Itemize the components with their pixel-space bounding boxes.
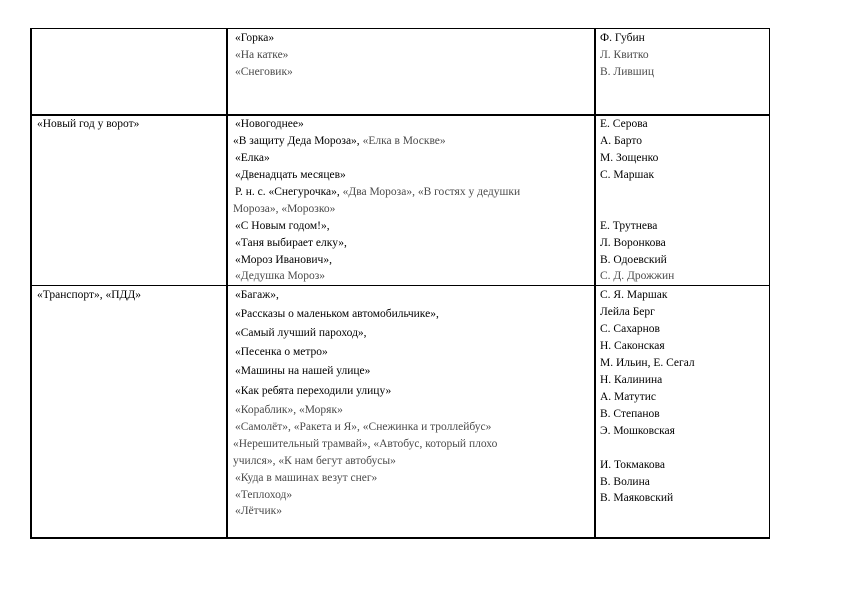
author-name: Лейла Берг [600,306,655,318]
author-name: В. Маяковский [600,492,674,504]
author-name: Ф. Губин [600,32,645,44]
work-title: «Рассказы о маленьком автомобильчике», [235,308,439,320]
work-title: «Мороз Иванович», [235,254,332,266]
work-title: «Снеговик» [235,66,293,78]
author-name: В. Лившиц [600,66,654,78]
column-divider [30,28,32,539]
author-name: С. Я. Маршак [600,289,668,301]
author-name: И. Токмакова [600,459,665,471]
column-divider [226,28,228,539]
work-title: «Теплоход» [235,489,293,501]
work-title: «Самолёт», «Ракета и Я», «Снежинка и троллейбус» [235,421,492,433]
work-title: «Песенка о метро» [235,346,328,358]
work-line [233,134,446,148]
author-name: М. Ильин, Е. Сегал [600,357,695,369]
work-line [235,185,520,199]
work-title: «Куда в машинах везут снег» [235,472,378,484]
row-divider [30,285,770,286]
work-title: «Кораблик», «Моряк» [235,404,343,416]
work-title: «С Новым годом!», [235,220,330,232]
work-title: «Елка» [235,152,270,164]
author-name: В. Степанов [600,408,660,420]
work-title: «Два Мороза», «В гостях у дедушки [339,186,521,198]
work-title: Р. н. с. «Снегурочка», [235,186,340,198]
author-name: С. Сахарнов [600,323,660,335]
author-name: В. Волина [600,476,650,488]
theme-title: «Новый год у ворот» [37,118,140,130]
work-title: «Как ребята переходили улицу» [235,385,392,397]
work-title: «Лётчик» [235,505,282,517]
author-name: М. Зощенко [600,152,659,164]
work-title: «В защиту Деда Мороза», [233,135,360,147]
author-name: Н. Калинина [600,374,663,386]
author-name: С. Д. Дрожжин [600,270,675,282]
column-divider [769,28,770,539]
work-title: «Новогоднее» [235,118,304,130]
author-name: Э. Мошковская [600,425,675,437]
author-name: Н. Саконская [600,340,665,352]
author-name: С. Маршак [600,169,655,181]
author-name: А. Барто [600,135,642,147]
work-title: «Дедушка Мороз» [235,270,326,282]
work-title: «Елка в Москве» [359,135,446,147]
work-title: учился», «К нам бегут автобусы» [233,455,396,467]
row-divider [30,537,770,539]
work-title: «Горка» [235,32,275,44]
author-name: Л. Квитко [600,49,649,61]
work-title: «На катке» [235,49,289,61]
work-title: «Нерешительный трамвай», «Автобус, который плохо [233,438,498,450]
author-name: Е. Серова [600,118,648,130]
author-name: Л. Воронкова [600,237,666,249]
work-title: «Таня выбирает елку», [235,237,347,249]
work-title: Мороза», «Морозко» [233,203,336,215]
work-title: «Самый лучший пароход», [235,327,367,339]
work-title: «Багаж», [235,289,279,301]
column-divider [594,28,596,539]
author-name: Е. Трутнева [600,220,658,232]
author-name: А. Матутис [600,391,656,403]
author-name: В. Одоевский [600,254,667,266]
row-divider [30,114,770,116]
row-divider [30,28,770,29]
work-title: «Двенадцать месяцев» [235,169,346,181]
theme-title: «Транспорт», «ПДД» [37,289,141,301]
work-title: «Машины на нашей улице» [235,365,371,377]
